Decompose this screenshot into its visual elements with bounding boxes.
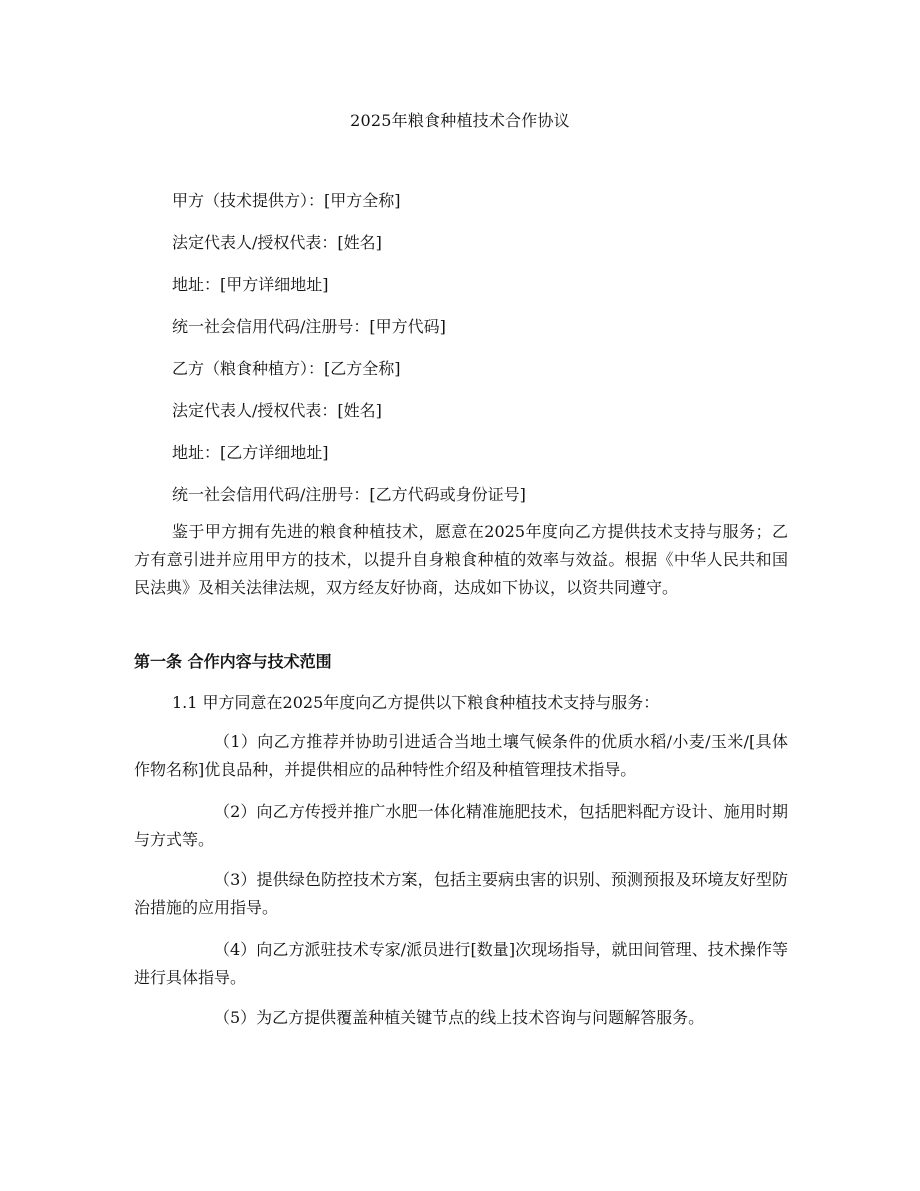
party-a-representative-line: 法定代表人/授权代表：[姓名] — [172, 233, 382, 252]
party-b-name-line: 乙方（粮食种植方）：[乙方全称] — [172, 359, 401, 378]
clause-1-1: 1.1 甲方同意在2025年度向乙方提供以下粮食种植技术支持与服务： — [172, 693, 660, 712]
document-title: 2025年粮食种植技术合作协议 — [350, 111, 570, 130]
party-b-representative-line: 法定代表人/授权代表：[姓名] — [172, 401, 382, 420]
clause-item-3: （3）提供绿色防控技术方案，包括主要病虫害的识别、预测预报及环境友好型防治措施的应用指导。 — [134, 870, 788, 917]
clause-item-5: （5）为乙方提供覆盖种植关键节点的线上技术咨询与问题解答服务。 — [214, 1008, 705, 1027]
clause-item-4: （4）向乙方派驻技术专家/派员进行[数量]次现场指导，就田间管理、技术操作等进行具体指导。 — [134, 940, 788, 987]
party-b-credit-code-line: 统一社会信用代码/注册号：[乙方代码或身份证号] — [172, 485, 526, 504]
clause-item-1: （1）向乙方推荐并协助引进适合当地土壤气候条件的优质水稻/小麦/玉米/[具体作物名称]优良品种，并提供相应的品种特性介绍及种植管理技术指导。 — [134, 732, 788, 779]
party-b-address-line: 地址：[乙方详细地址] — [172, 443, 329, 462]
preamble-paragraph: 鉴于甲方拥有先进的粮食种植技术，愿意在2025年度向乙方提供技术支持与服务；乙方有意引进并应用甲方的技术，以提升自身粮食种植的效率与效益。根据《中华人民共和国民法典》及相关法律法规，双方经友好协商，达成如下协议，以资共同遵守。 — [134, 522, 788, 597]
party-a-name-line: 甲方（技术提供方）：[甲方全称] — [172, 191, 401, 210]
party-a-address-line: 地址：[甲方详细地址] — [172, 275, 329, 294]
party-a-credit-code-line: 统一社会信用代码/注册号：[甲方代码] — [172, 317, 446, 336]
article-1-heading: 第一条 合作内容与技术范围 — [134, 652, 332, 671]
clause-item-2: （2）向乙方传授并推广水肥一体化精准施肥技术，包括肥料配方设计、施用时期与方式等。 — [134, 802, 788, 849]
